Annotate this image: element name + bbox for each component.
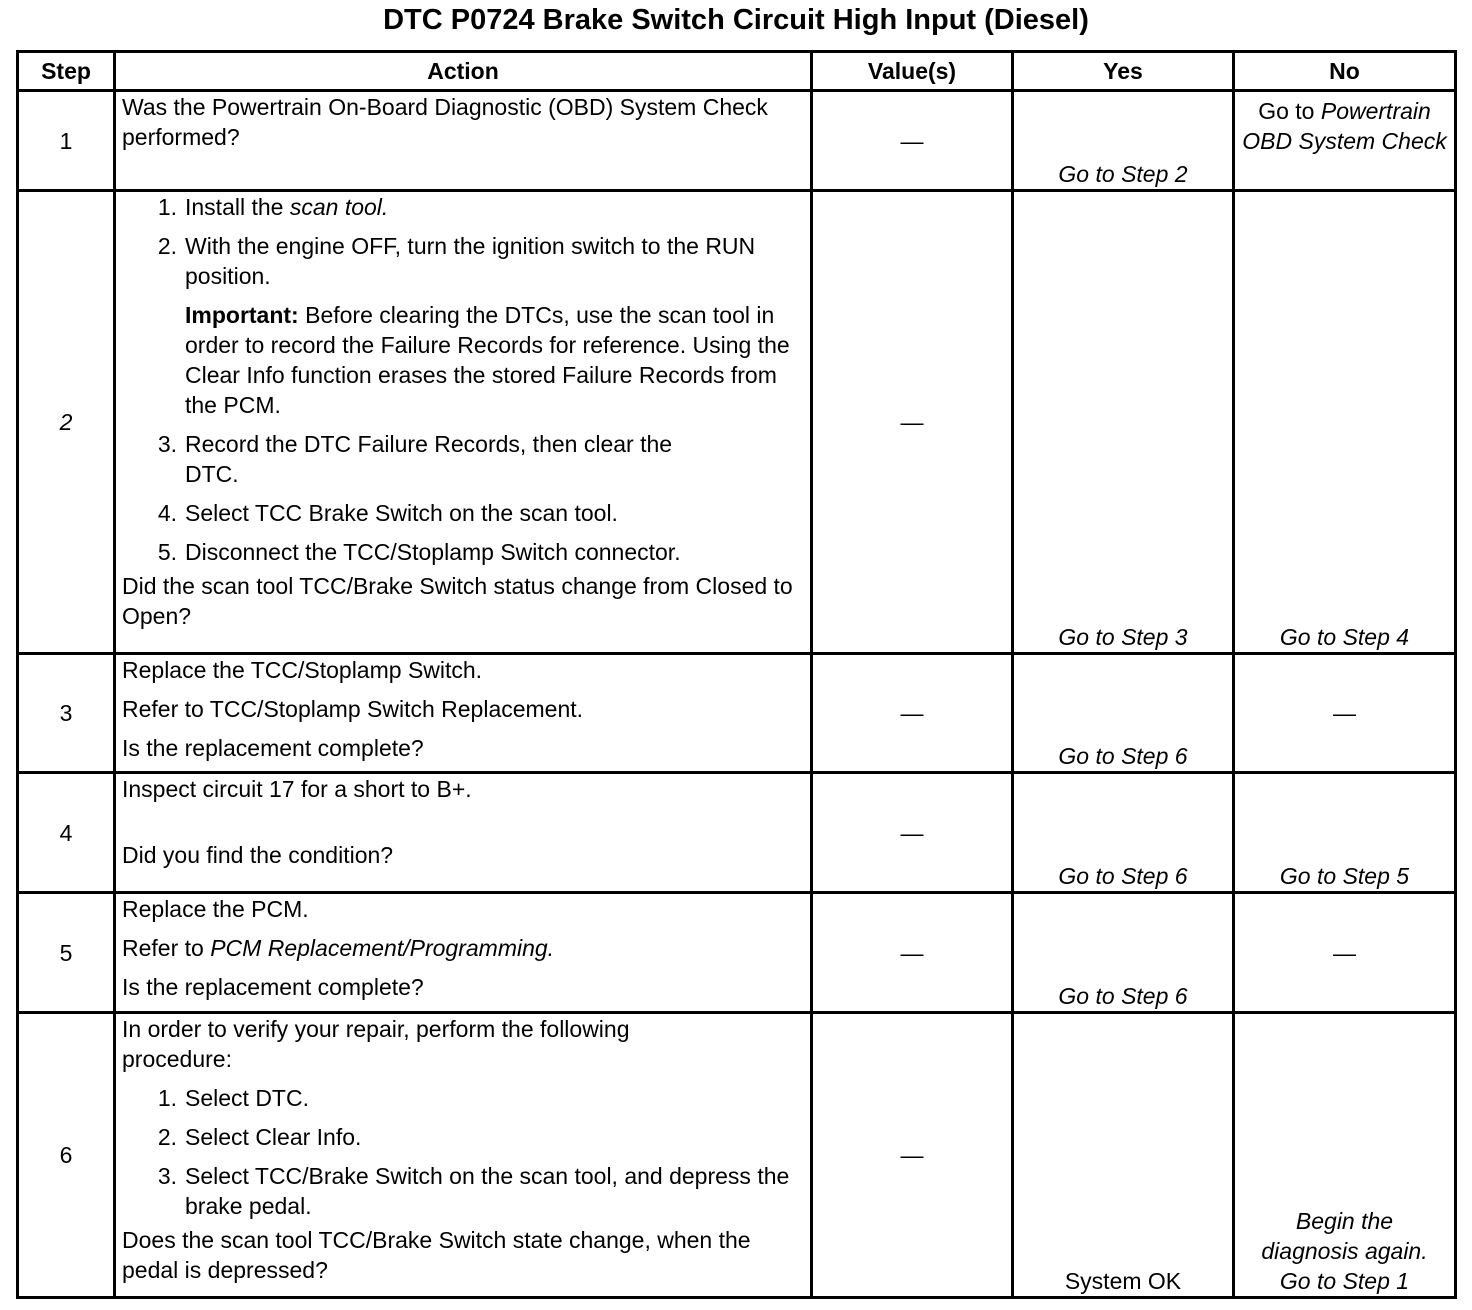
item-text: Select TCC Brake Switch on the scan tool. (185, 500, 618, 526)
no-cell: Go to Step 4 (1234, 191, 1456, 654)
action-cell (115, 773, 812, 893)
important-note (185, 300, 804, 420)
no-cell (1234, 91, 1456, 191)
action-line: Replace the PCM. (122, 896, 309, 922)
item-text: With the engine OFF, turn the ignition switch to the RUN position. (185, 233, 756, 289)
important-text: Before clearing the DTCs, use the scan tool in order to record the Failure Records for reference. Using the Clear Info function erases the stored Failure Records from the PCM. (185, 302, 790, 418)
item-number: 4. (157, 500, 177, 526)
yes-cell: Go to Step 6 (1013, 773, 1234, 893)
header-step: Step (18, 52, 115, 91)
no-prefix: Go to (1258, 98, 1315, 124)
list-item (157, 1122, 804, 1152)
item-text: Install the (185, 194, 284, 220)
action-intro: In order to verify your repair, perform the following procedure: (122, 1016, 630, 1072)
item-number: 2. (157, 233, 177, 259)
action-cell (115, 1013, 812, 1298)
action-cell (115, 893, 812, 1013)
action-line: Inspect circuit 17 for a short to B+. (122, 776, 472, 802)
page-title: DTC P0724 Brake Switch Circuit High Input (Diesel) (383, 4, 1089, 36)
diagnostic-table (16, 50, 1457, 1299)
no-cell: — (1234, 654, 1456, 773)
no-cell: Go to Step 5 (1234, 773, 1456, 893)
action-cell (115, 191, 812, 654)
list-item (157, 498, 804, 528)
step-number: 5 (18, 893, 115, 1013)
action-line (122, 933, 804, 963)
action-question: Did the scan tool TCC/Brake Switch status change from Closed to Open? (122, 573, 793, 629)
table-header-row (18, 52, 1456, 91)
action-cell (115, 91, 812, 191)
item-text: Select TCC/Brake Switch on the scan tool, and depress the brake pedal. (185, 1163, 790, 1219)
header-action: Action (115, 52, 812, 91)
item-text: Select DTC. (185, 1085, 309, 1111)
list-item (157, 192, 804, 222)
action-line: Refer to TCC/Stoplamp Switch Replacement. (122, 696, 584, 722)
step-number: 1 (18, 91, 115, 191)
list-item (157, 429, 804, 489)
action-question: Is the replacement complete? (122, 974, 424, 1000)
step-number: 4 (18, 773, 115, 893)
item-number: 1. (157, 1085, 177, 1111)
action-question: Does the scan tool TCC/Brake Switch state change, when the pedal is depressed? (122, 1227, 751, 1283)
item-text: Record the DTC Failure Records, then clear the DTC. (185, 431, 673, 487)
important-label: Important: (185, 302, 299, 328)
procedure-list (122, 192, 804, 567)
yes-cell: Go to Step 3 (1013, 191, 1234, 654)
header-values: Value(s) (812, 52, 1013, 91)
action-question: Is the replacement complete? (122, 735, 424, 761)
value-cell: — (812, 893, 1013, 1013)
procedure-list (122, 1083, 804, 1221)
item-number: 3. (157, 431, 177, 457)
no-cell: — (1234, 893, 1456, 1013)
value-cell: — (812, 91, 1013, 191)
table-row-step-3 (18, 654, 1456, 773)
table-row-step-2 (18, 191, 1456, 654)
list-item (157, 1161, 804, 1221)
step-number: 2 (18, 191, 115, 654)
table-row-step-4 (18, 773, 1456, 893)
action-question: Was the Powertrain On-Board Diagnostic (OBD) System Check performed? (122, 94, 768, 150)
refer-link: PCM Replacement/Programming. (210, 935, 555, 961)
yes-cell: Go to Step 2 (1013, 91, 1234, 191)
step-number: 6 (18, 1013, 115, 1298)
list-item (157, 1083, 804, 1113)
item-text: Select Clear Info. (185, 1124, 362, 1150)
item-number: 2. (157, 1124, 177, 1150)
action-line: Replace the TCC/Stoplamp Switch. (122, 657, 483, 683)
table-row-step-1 (18, 91, 1456, 191)
table-row-step-6 (18, 1013, 1456, 1298)
item-text: Disconnect the TCC/Stoplamp Switch connector. (185, 539, 681, 565)
yes-cell: Go to Step 6 (1013, 893, 1234, 1013)
yes-cell: Go to Step 6 (1013, 654, 1234, 773)
action-cell (115, 654, 812, 773)
table-row-step-5 (18, 893, 1456, 1013)
value-cell: — (812, 654, 1013, 773)
header-no: No (1234, 52, 1456, 91)
list-item (157, 231, 804, 291)
list-item (157, 537, 804, 567)
item-number: 5. (157, 539, 177, 565)
header-yes: Yes (1013, 52, 1234, 91)
step-number: 3 (18, 654, 115, 773)
value-cell: — (812, 1013, 1013, 1298)
item-number: 1. (157, 194, 177, 220)
refer-prefix: Refer to (122, 935, 204, 961)
action-question: Did you find the condition? (122, 842, 394, 868)
value-cell: — (812, 191, 1013, 654)
no-link: Powertrain OBD System Check (1242, 98, 1447, 154)
value-cell: — (812, 773, 1013, 893)
item-link: scan tool. (289, 194, 389, 220)
item-number: 3. (157, 1163, 177, 1189)
no-cell: Begin the diagnosis again. Go to Step 1 (1234, 1013, 1456, 1298)
yes-cell: System OK (1013, 1013, 1234, 1298)
